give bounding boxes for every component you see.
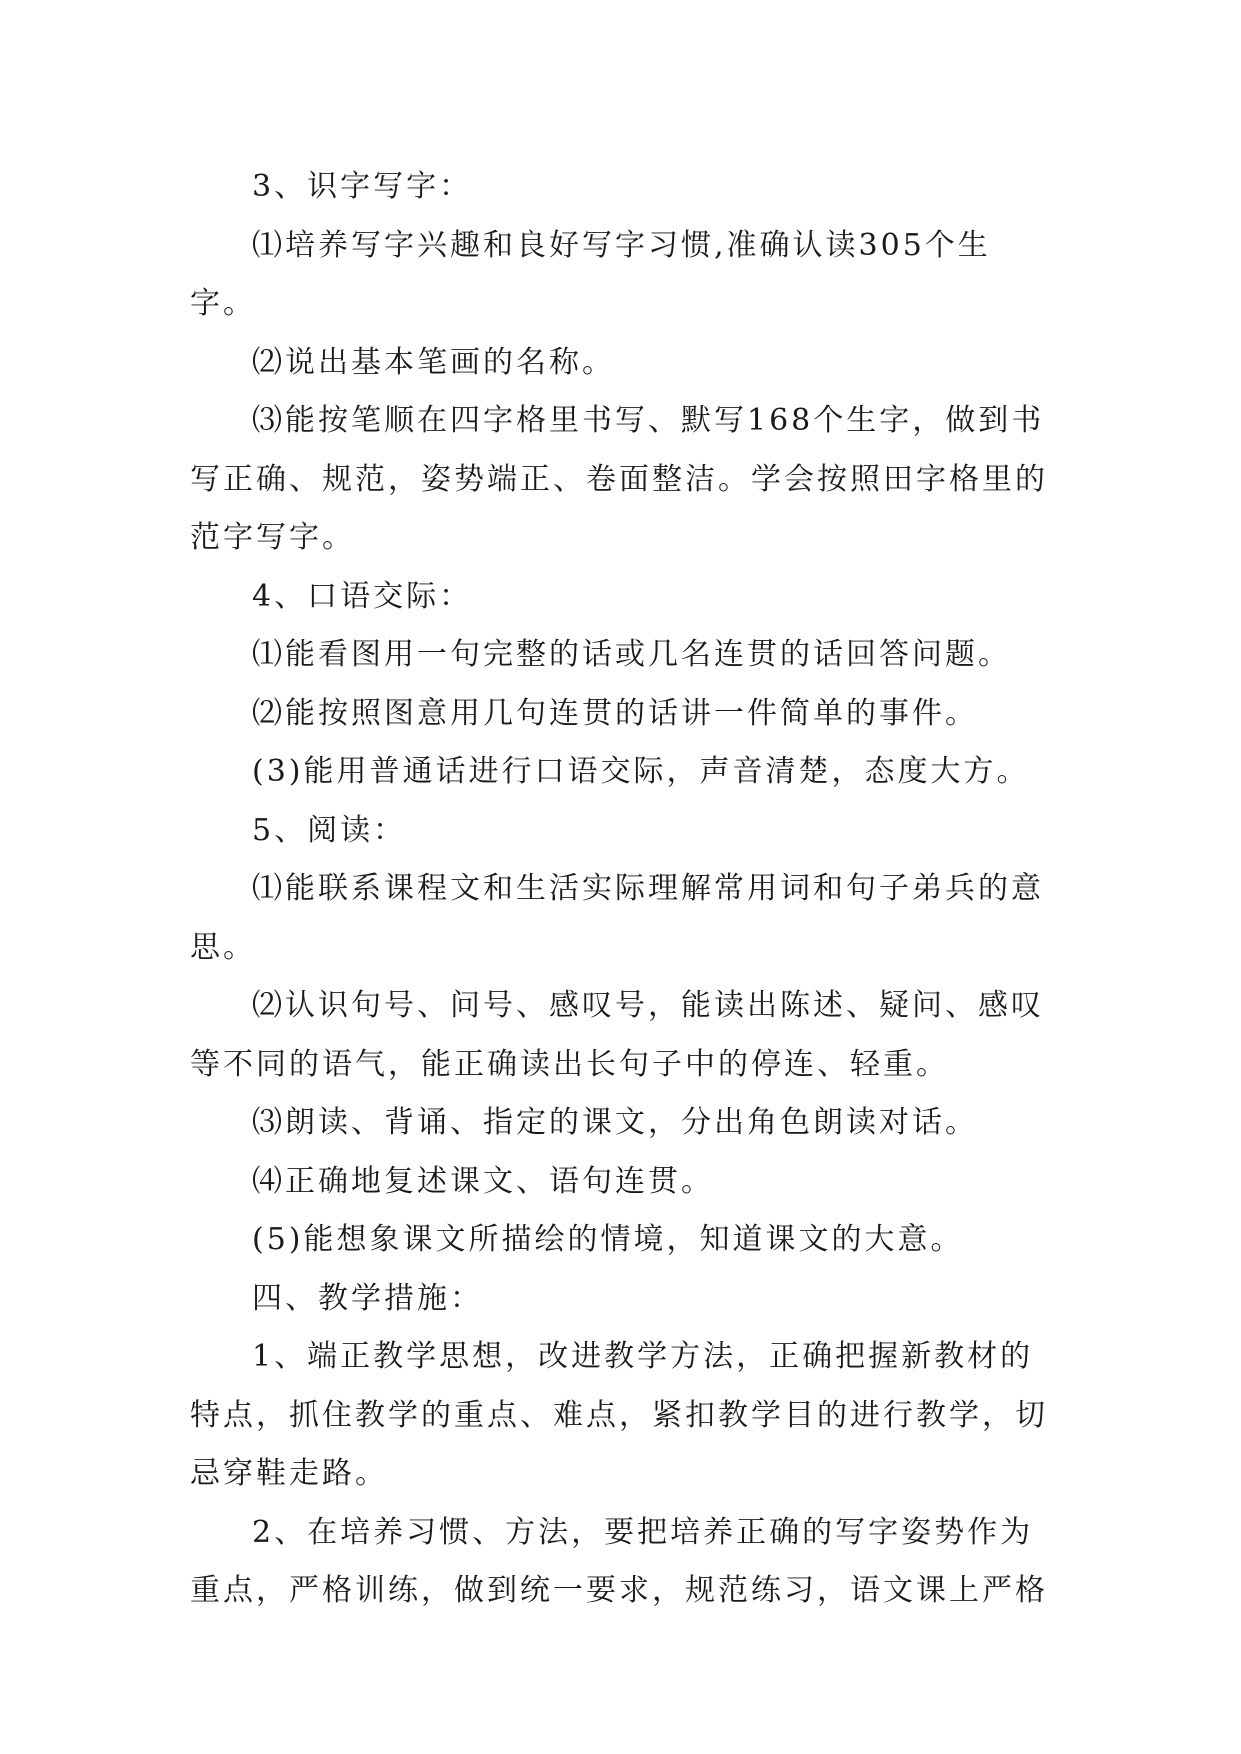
paragraph-oral-2: ⑵能按照图意用几句连贯的话讲一件简单的事件。 [252,695,978,731]
paragraph-measures-2: 2、在培养习惯、方法，要把培养正确的写字姿势作为重点，严格训练，做到统一要求，规范练习，语文课上严格 [190,1514,1048,1608]
paragraph-oral-3: (3)能用普通话进行口语交际，声音清楚，态度大方。 [252,754,1030,789]
paragraph-reading-5: (5)能想象课文所描绘的情境，知道课文的大意。 [252,1222,964,1257]
paragraph-reading-2: ⑵认识句号、问号、感叹号，能读出陈述、疑问、感叹等不同的语气，能正确读出长句子中的停连、轻重。 [190,988,1044,1082]
section-heading-measures: 四、教学措施： [252,1280,483,1316]
paragraph-literacy-3: ⑶能按笔顺在四字格里书写、默写168个生字，做到书写正确、规范，姿势端正、卷面整洁。学会按照田字格里的范字写字。 [190,403,1048,555]
paragraph-literacy-1: ⑴培养写字兴趣和良好写字习惯,准确认读305个生字。 [190,227,991,321]
section-heading-literacy: 3、识字写字： [252,169,473,204]
paragraph-reading-1: ⑴能联系课程文和生活实际理解常用词和句子弟兵的意思。 [190,871,1044,965]
section-heading-oral: 4、口语交际： [252,578,473,614]
paragraph-literacy-2: ⑵说出基本笔画的名称。 [252,344,615,380]
paragraph-reading-4: ⑷正确地复述课文、语句连贯。 [252,1163,714,1199]
paragraph-oral-1: ⑴能看图用一句完整的话或几名连贯的话回答问题。 [252,637,1011,672]
section-heading-reading: 5、阅读： [252,812,407,848]
paragraph-measures-1: 1、端正教学思想，改进教学方法，正确把握新教材的特点，抓住教学的重点、难点，紧扣教学目的进行教学，切忌穿鞋走路。 [190,1339,1048,1491]
paragraph-reading-3: ⑶朗读、背诵、指定的课文，分出角色朗读对话。 [252,1105,978,1140]
body-text [190,158,1052,1621]
